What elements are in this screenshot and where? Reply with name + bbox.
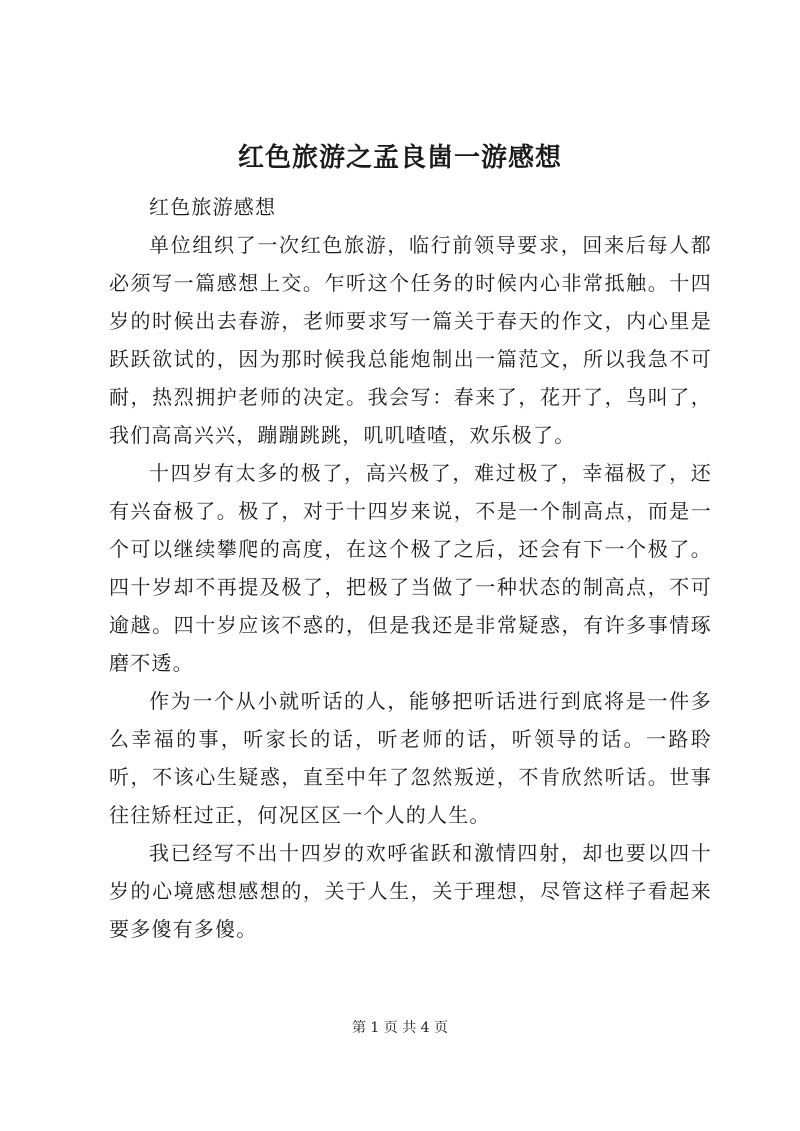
- page-number-footer: 第 1 页 共 4 页: [351, 1020, 449, 1036]
- paragraph: 作为一个从小就听话的人，能够把听话进行到底将是一件多么幸福的事，听家长的话，听老师的话，听领导的话。一路聆听，不该心生疑惑，直至中年了忽然叛逆，不肯欣然听话。世事往往矫枉过正，何况区区一个人的人生。: [109, 689, 712, 827]
- document-body: [109, 188, 712, 948]
- document-title: 红色旅游之孟良崮一游感想: [237, 143, 562, 173]
- paragraph: 十四岁有太多的极了，高兴极了，难过极了，幸福极了，还有兴奋极了。极了，对于十四岁来说，不是一个制高点，而是一个可以继续攀爬的高度，在这个极了之后，还会有下一个极了。四十岁却不再提及极了，把极了当做了一种状态的制高点，不可逾越。四十岁应该不惑的，但是我还是非常疑惑，有许多事情琢磨不透。: [109, 461, 712, 675]
- paragraph: 我已经写不出十四岁的欢呼雀跃和激情四射，却也要以四十岁的心境感想感想的，关于人生，关于理想，尽管这样子看起来要多傻有多傻。: [109, 841, 712, 941]
- paragraph-subtitle: 红色旅游感想: [149, 195, 277, 219]
- paragraph: 单位组织了一次红色旅游，临行前领导要求，回来后每人都必须写一篇感想上交。乍听这个任务的时候内心非常抵触。十四岁的时候出去春游，老师要求写一篇关于春天的作文，内心里是跃跃欲试的，因为那时候我总能炮制出一篇范文，所以我急不可耐，热烈拥护老师的决定。我会写：春来了，花开了，鸟叫了，我们高高兴兴，蹦蹦跳跳，叽叽喳喳，欢乐极了。: [109, 233, 712, 447]
